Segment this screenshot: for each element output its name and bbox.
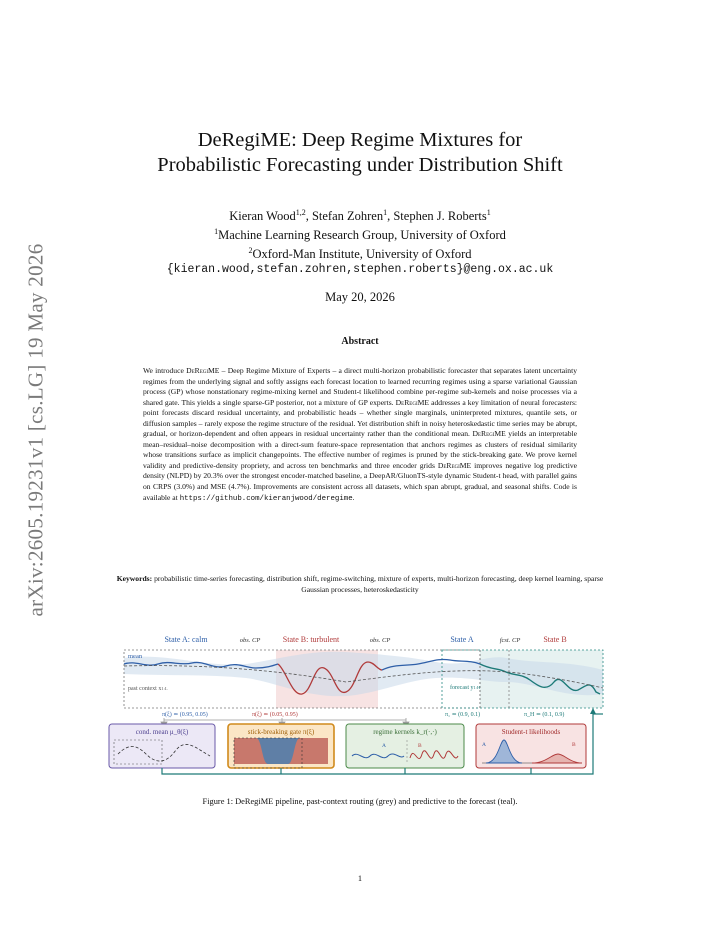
abstract-part-5: improves negative log predictive density (NLPD) by 20.3% over the strongest encoder-matched baseline, a DeepAR/GluonTS-style dynamic Student-t head, with parallel gains on CRPS (3.0%) and MSE (4.7%). Improvements are consistent across all datasets, which span abrupt, gradual, and seasonal shifts. Code is available at [143,460,577,502]
author-1-affil: 1,2 [295,208,306,217]
pipeline-diagram [106,630,614,775]
label-state-a-calm: State A: calm [164,635,208,644]
label-state-b-turbulent: State B: turbulent [282,635,340,644]
affiliation-1-text: Machine Learning Research Group, University of Oxford [218,228,506,243]
affiliation-2-text: Oxford-Man Institute, University of Oxford [252,247,472,262]
forecast-text: forecast y [450,685,474,691]
author-emails[interactable]: {kieran.wood,stefan.zohren,stephen.roberts}@eng.ox.ac.uk [166,263,554,277]
teal-arrow-head [590,708,596,714]
code-link[interactable]: https://github.com/kieranjwood/deregime [179,494,353,503]
pi-calm: π(ξ) ≃ (0.95, 0.05) [162,712,208,718]
author-block [0,205,720,278]
affiliation-1-mark: 1 [214,227,219,237]
label-obs-cp-2: obs. CP [369,637,391,644]
arxiv-identifier: arXiv:2605.19231v1 [cs.LG] 19 May 2026 [23,243,48,617]
kernel-b-label: B [418,743,422,749]
affiliation-1 [0,224,720,243]
abstract-part-1: We introduce [143,366,187,375]
label-obs-cp-1: obs. CP [239,637,261,644]
affiliation-2 [0,243,720,262]
title-line-2: Probabilistic Forecasting under Distribution Shift [157,154,563,176]
keywords-label: Keywords: [116,574,153,583]
kernel-a-label: A [382,743,386,749]
method-name: DeRegiME [472,429,506,439]
affiliation-2-mark: 2 [248,246,253,256]
figure-1 [106,630,614,775]
label-state-b: State B [543,635,567,644]
paper-title [0,128,720,178]
page-number: 1 [357,874,363,883]
method-name: DeRegiME [395,397,429,407]
abstract-heading: Abstract [341,336,379,347]
abstract-part-3: addresses a key limitation of neural forecasters: point forecasts discard residual uncertainty, and probabilistic heads – whether single marginals, uninterpreted mixtures, quantile sets, or diffusion samples – rarely expose the regime structure of the residual. Yet distribution shift in noisy heteroskedastic time series may be abrupt, gradual, or horizon-dependent and often appears in residual uncertainty rather than the conditional mean. [143,397,578,439]
abstract-end: . [352,492,355,502]
method-name: DeRegiME [186,366,220,375]
pi-last-horizon: π_H ≃ (0.1, 0.9) [524,712,565,718]
forecast-label [450,684,481,691]
box-gate-label: stick-breaking gate π(ξ) [247,728,315,736]
box-likelihoods-label: Student-t likelihoods [501,728,561,736]
likelihood-b-label: B [572,742,576,748]
keywords-list: probabilistic time-series forecasting, distribution shift, regime-switching, mixture of experts, multi-horizon forecasting, deep kernel learning, sparse Gaussian processes, heteroskedasticity [154,574,604,594]
mean-label: mean [128,653,143,660]
forecast-subscript: 1:H [473,685,481,690]
abstract-part-2: – Deep Regime Mixture of Experts – a direct multi-horizon probabilistic forecaster that separates latent uncertainty regimes from the underlying signal and softly assigns each forecast location to learned recurring regimes using a sparse variational Gaussian process (GP) whose nonstationary regime-mixing kernel and Student-t likelihood combine per-regime sub-kernels and noise processes via a shared gate. This yields a single sparse-GP posterior, not a mixture of GP experts. [143,366,577,407]
author-2-affil: 1 [383,208,388,217]
author-2: Stefan Zohren [311,209,384,224]
box-cond-mean-label: cond. mean μ_θ(ξ) [135,728,189,736]
pi-first-horizon: π₁ ≃ (0.9, 0.1) [445,712,481,718]
likelihood-a-label: A [482,742,486,748]
author-names: Kieran Wood$^{1,2}$, Stefan Zohren$^1$, Stephen J. Roberts$^1$ [229,208,491,224]
author-3-affil: 1 [486,208,491,217]
figure-caption: Figure 1: DeRegiME pipeline, past-context routing (grey) and predictive to the forecast (teal). [202,797,518,806]
past-context-label [128,686,168,692]
label-fcst-cp: fcst. CP [499,637,521,644]
keywords [110,574,610,595]
box-kernels-label: regime kernels k_r(·,·) [373,728,437,736]
past-context-text: past context x [128,686,162,692]
author-3: Stephen J. Roberts [393,209,487,224]
label-state-a: State A [450,635,474,644]
method-name: DeRegiME [437,460,472,470]
author-1: Kieran Wood [229,209,296,224]
past-context-subscript: 1:L [161,686,168,691]
pi-turbulent: π(ξ) ≃ (0.05, 0.95) [252,712,298,718]
abstract-body [143,366,577,504]
title-line-1: DeRegiME: Deep Regime Mixtures for [197,129,523,151]
abstract-part-4: yields an interpretable mean–residual–noise decomposition with a direct-sum feature-space representation that anchors regimes as clusters of residual similarity whose transitions surface as implicit changepoints. The effective number of regimes is pruned by the stick-breaking gate. We prove kernel validity and predictive-density propriety, and across ten benchmarks and three encoder grids [143,429,577,470]
paper-date: May 20, 2026 [325,290,395,304]
